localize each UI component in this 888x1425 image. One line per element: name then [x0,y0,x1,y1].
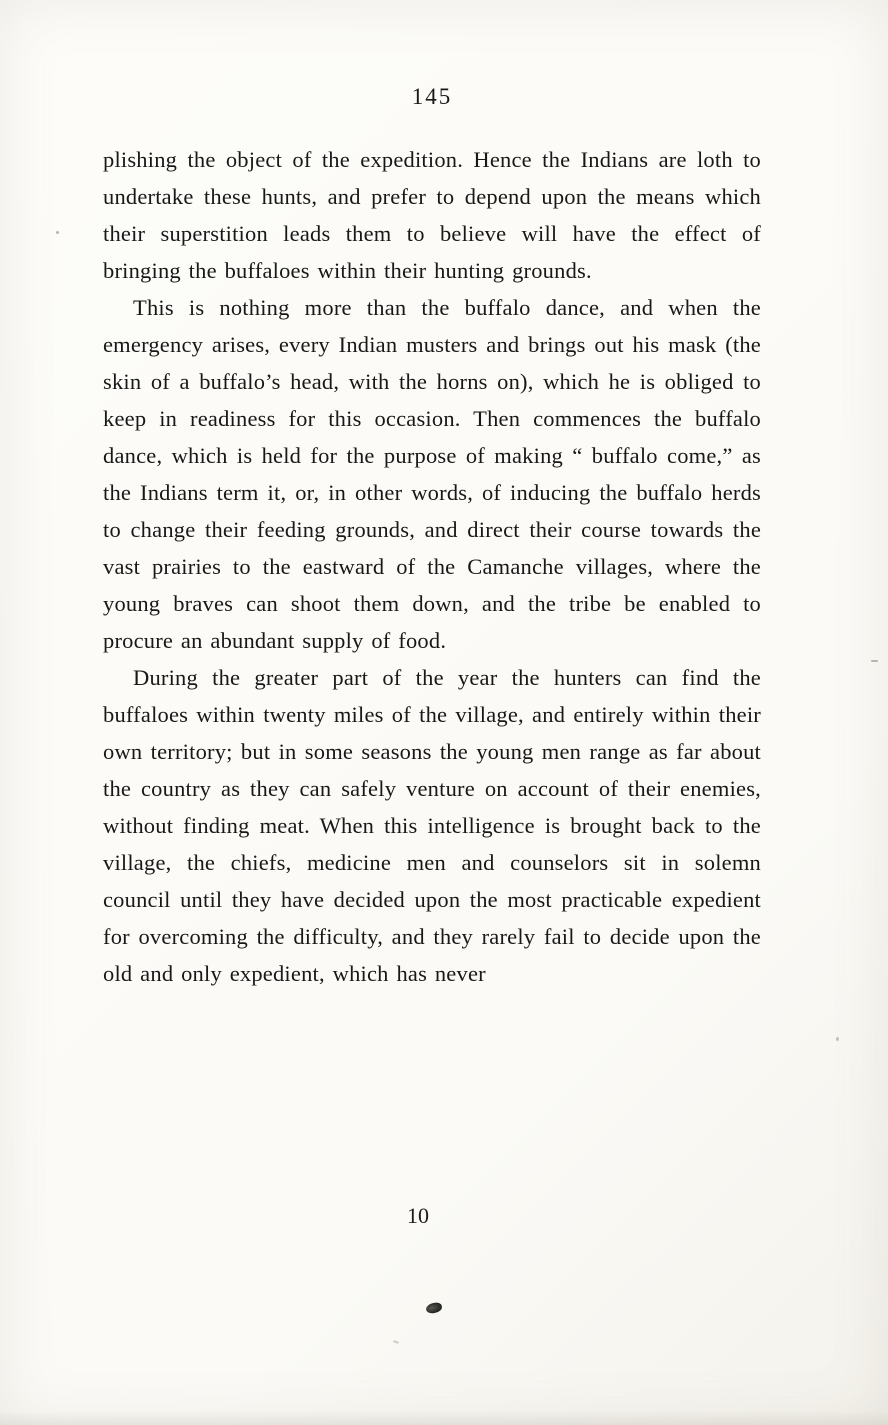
paragraph: plishing the object of the expedition. Hence the Indians are loth to undertake these hunts, and prefer to depend upon the means which their superstition leads them to believe will have the effect of bringing the buffaloes within their hunting grounds. [103,147,761,283]
scan-artifact [393,1340,399,1344]
paragraph: During the greater part of the year the hunters can find the buffaloes within twenty miles of the village, and entirely within their own territory; but in some seasons the young men range as far about the country as they can safely venture on account of their enemies, without finding meat. When this intelligence is brought back to the village, the chiefs, medicine men and counselors sit in solemn council until they have decided upon the most practicable expedient for overcoming the difficulty, and they rarely fail to decide upon the old and only expedient, which has never [103,665,761,986]
scan-artifact [56,231,59,234]
text-block [103,141,761,992]
scan-artifact [836,1037,839,1041]
scan-artifact [871,660,878,662]
page-edge-shadow [0,1411,888,1425]
ink-blot-artifact [425,1301,443,1314]
signature-mark: 10 [407,1203,429,1228]
paragraph: This is nothing more than the buffalo dance, and when the emergency arises, every Indian musters and brings out his mask (the skin of a buffalo’s head, with the horns on), which he is obliged to keep in readiness for this occasion. Then commences the buffalo dance, which is held for the purpose of making “ buffalo come,” as the Indians term it, or, in other words, of inducing the buffalo herds to change their feeding grounds, and direct their course towards the vast prairies to the eastward of the Camanche villages, where the young braves can shoot them down, and the tribe be enabled to procure an abundant supply of food. [103,295,761,653]
page-number: 145 [411,84,453,109]
